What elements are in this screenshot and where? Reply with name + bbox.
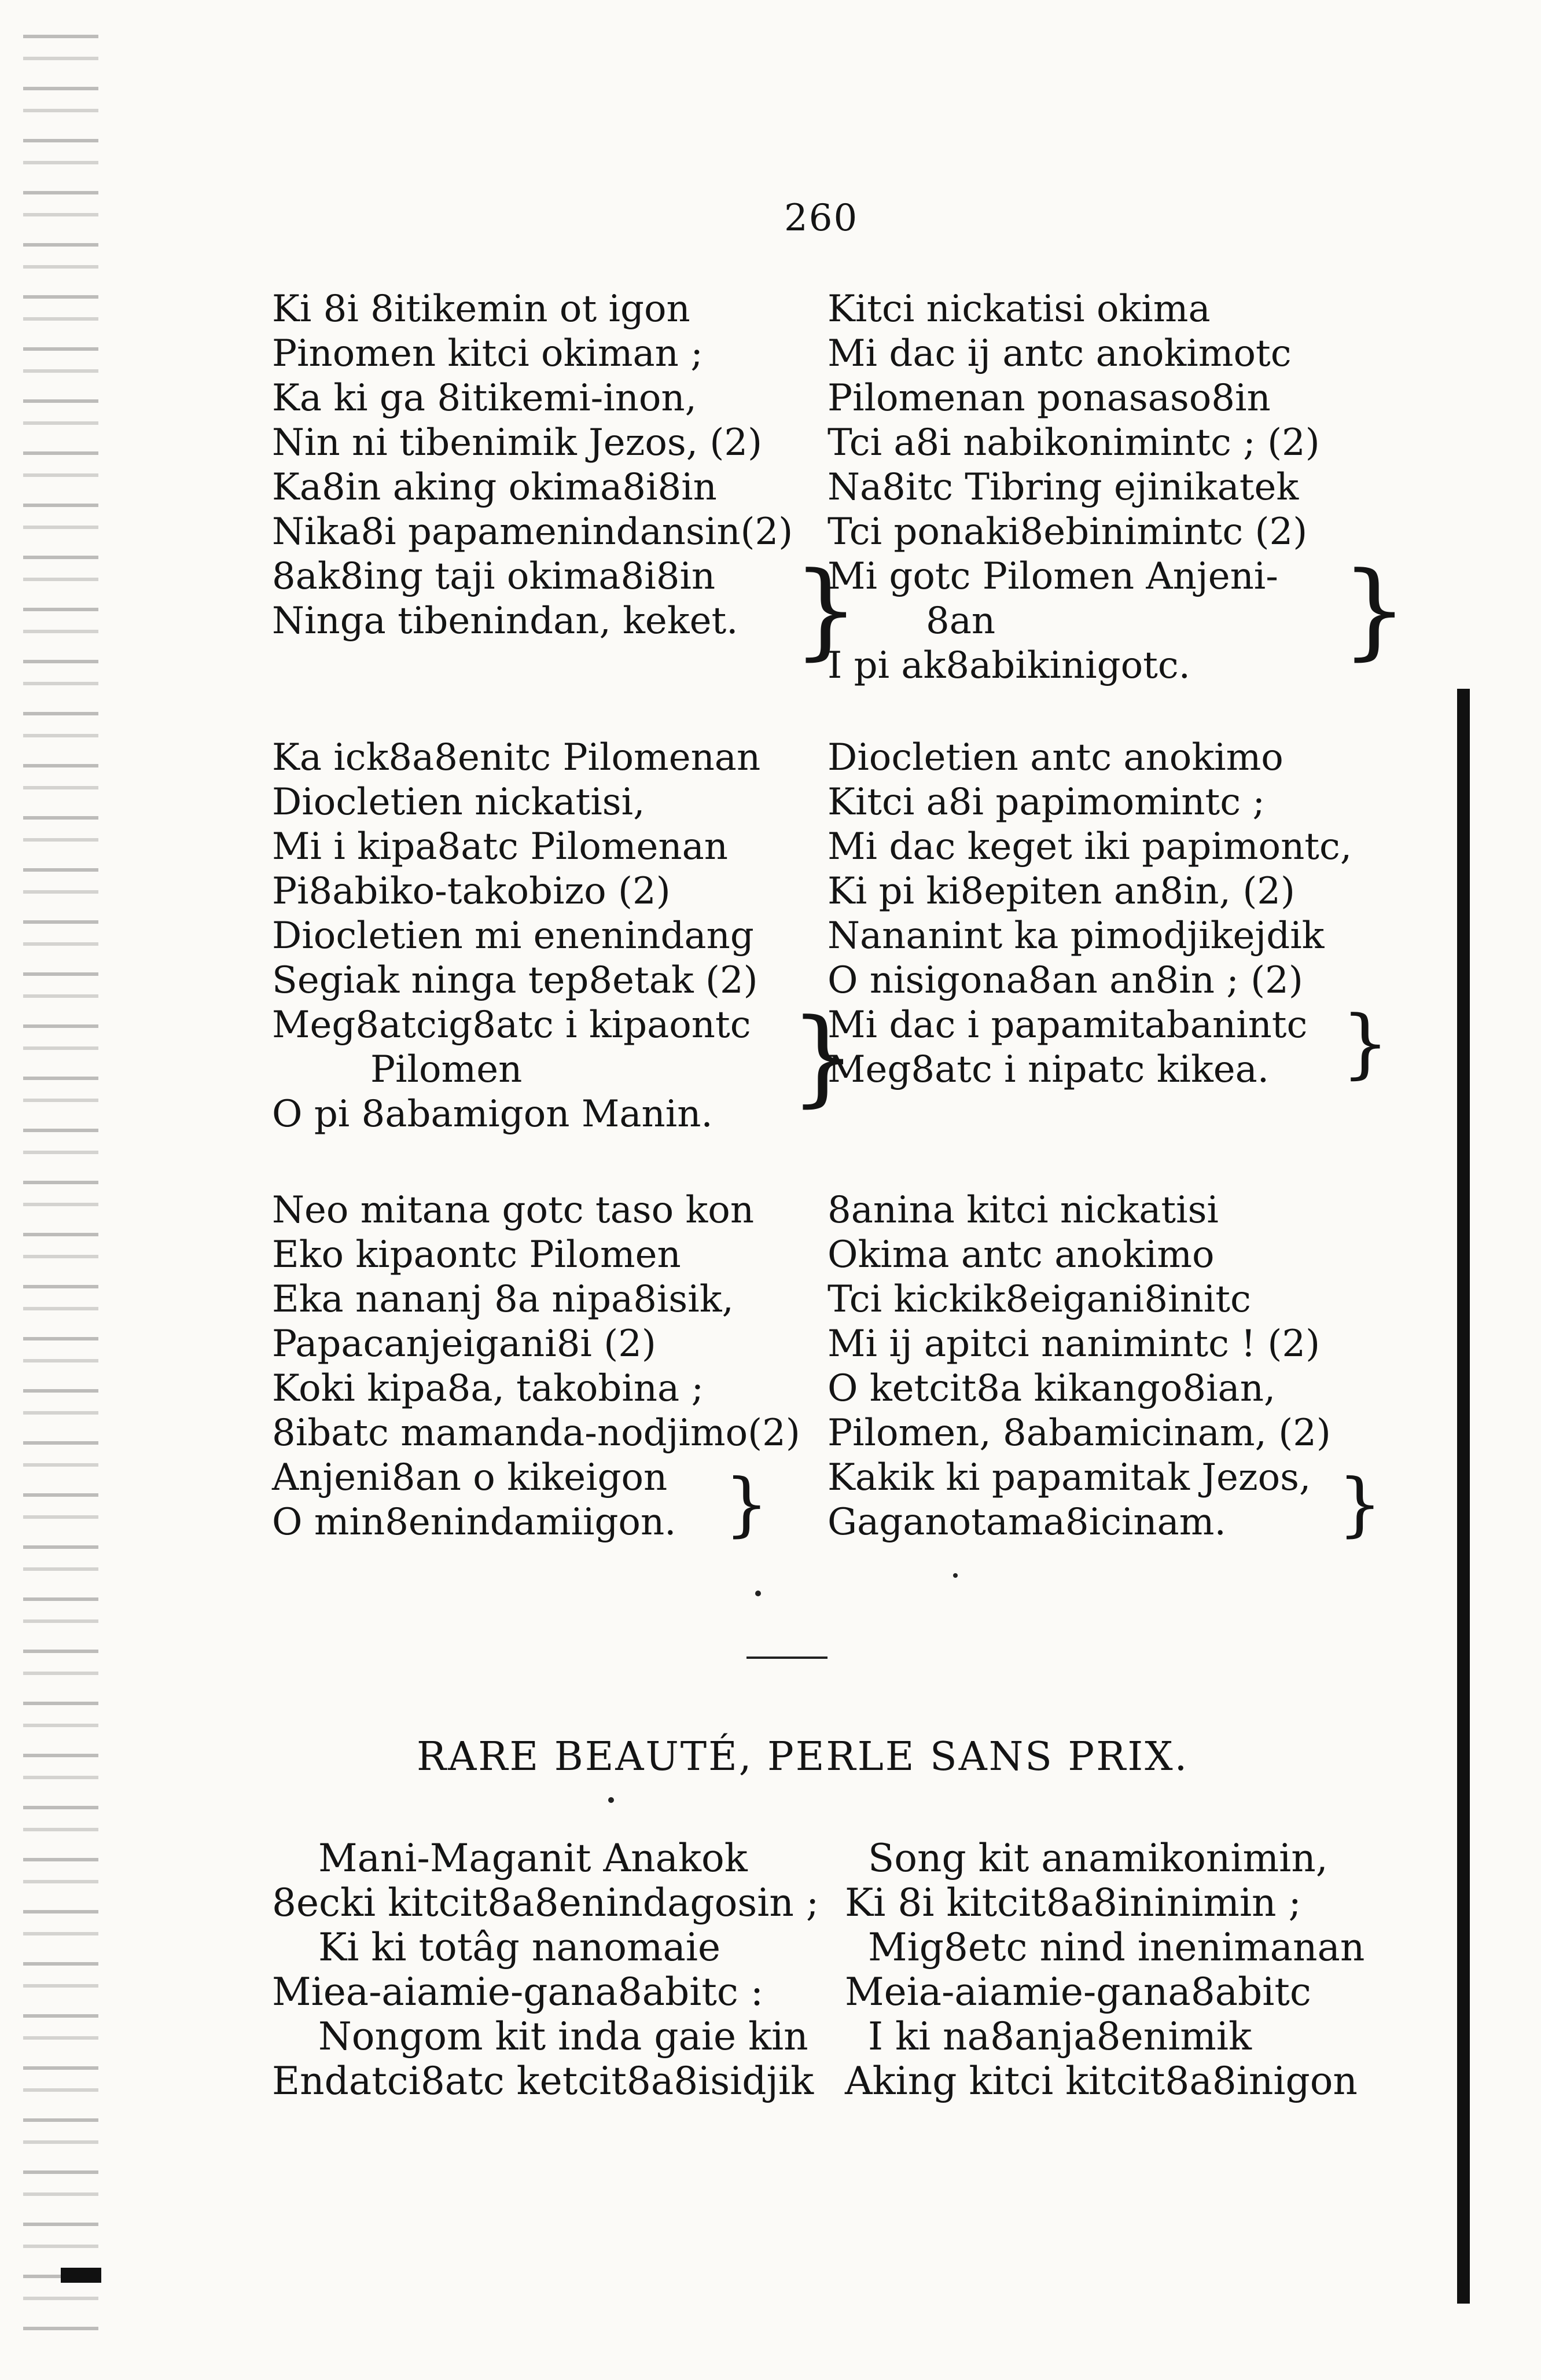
verse-line: Gaganotama8icinam. [827, 1501, 1226, 1544]
verse-line: Kakik ki papamitak Jezos, [827, 1456, 1311, 1499]
brace: } [1341, 999, 1389, 1087]
verse-line: Ki ki totâg nanomaie [318, 1925, 721, 1970]
verse-line: O min8enindamiigon. [272, 1501, 676, 1544]
verse-line: Pilomen [370, 1048, 523, 1091]
verse-line: O ketcit8a kikango8ian, [827, 1367, 1276, 1410]
verse-line: Nananint ka pimodjikejdik [827, 914, 1325, 957]
verse-line: Na8itc Tibring ejinikatek [827, 466, 1299, 509]
verse-line: Meg8atcig8atc i kipaontc [272, 1004, 751, 1046]
verse-line: Nongom kit inda gaie kin [318, 2014, 808, 2059]
verse-line: Meg8atc i nipatc kikea. [827, 1048, 1270, 1091]
verse-line: Koki kipa8a, takobina ; [272, 1367, 704, 1410]
scan-corner-mark [61, 2268, 101, 2283]
verse-line: Eka nananj 8a nipa8isik, [272, 1278, 734, 1321]
verse-line: Diocletien mi enenindang [272, 914, 754, 957]
verse-line: Song kit anamikonimin, [868, 1836, 1328, 1881]
brace: } [724, 1464, 769, 1545]
verse-line: Ka ick8a8enitc Pilomenan [272, 736, 761, 779]
verse-line: Pi8abiko-takobizo (2) [272, 870, 671, 913]
verse-line: Pilomenan ponasaso8in [827, 377, 1271, 420]
verse-line: Mi dac i papamitabanintc [827, 1004, 1308, 1046]
verse-line: Ki 8i kitcit8a8ininimin ; [845, 1881, 1301, 1925]
verse-line: O pi 8abamigon Manin. [272, 1093, 713, 1136]
verse-line: Meia-aiamie-gana8abitc [845, 1970, 1311, 2014]
verse-line: Kitci nickatisi okima [827, 288, 1211, 330]
verse-line: Ki pi ki8epiten an8in, (2) [827, 870, 1295, 913]
verse-line: 8ecki kitcit8a8enindagosin ; [272, 1881, 819, 1925]
verse-line: I ki na8anja8enimik [868, 2014, 1252, 2059]
verse-line: 8ak8ing taji okima8i8in [272, 555, 716, 598]
hymn-left [272, 1836, 819, 2103]
verse-line: Diocletien nickatisi, [272, 781, 645, 824]
page-number: 260 [784, 197, 859, 240]
verse-line: O nisigona8an an8in ; (2) [827, 959, 1303, 1002]
brace: } [790, 997, 856, 1118]
scan-gutter-noise [23, 35, 98, 2338]
section-divider [746, 1657, 827, 1659]
verse-line: Pinomen kitci okiman ; [272, 332, 703, 375]
scan-edge-bar [1457, 689, 1470, 2304]
stanza-3-left [272, 1188, 800, 1545]
ink-speck [755, 1591, 761, 1596]
verse-line: Ka8in aking okima8i8in [272, 466, 717, 509]
verse-line: Nin ni tibenimik Jezos, (2) [272, 421, 763, 464]
verse-line: Pilomen, 8abamicinam, (2) [827, 1412, 1331, 1455]
verse-line: Mig8etc nind inenimanan [868, 1925, 1365, 1970]
hymn-right [845, 1836, 1365, 2103]
verse-line: Mi dac ij antc anokimotc [827, 332, 1292, 375]
verse-line: Eko kipaontc Pilomen [272, 1233, 681, 1276]
verse-line: 8anina kitci nickatisi [827, 1189, 1219, 1232]
verse-line: Neo mitana gotc taso kon [272, 1189, 755, 1232]
verse-line: 8ibatc mamanda-nodjimo(2) [272, 1412, 800, 1455]
verse-line: Ka ki ga 8itikemi-inon, [272, 377, 697, 420]
verse-line: Papacanjeigani8i (2) [272, 1323, 656, 1365]
verse-line: Mi dac keget iki papimontc, [827, 825, 1352, 868]
verse-line: Mi i kipa8atc Pilomenan [272, 825, 728, 868]
verse-line: Okima antc anokimo [827, 1233, 1215, 1276]
verse-line: Diocletien antc anokimo [827, 736, 1283, 779]
verse-line: Ninga tibenindan, keket. [272, 600, 738, 642]
verse-line: Tci ponaki8ebinimintc (2) [827, 510, 1308, 553]
verse-line: Segiak ninga tep8etak (2) [272, 959, 758, 1002]
ink-speck [608, 1797, 614, 1803]
verse-line: Mi gotc Pilomen Anjeni- [827, 555, 1278, 598]
stanza-3-right [827, 1188, 1331, 1545]
verse-line: Kitci a8i papimomintc ; [827, 781, 1265, 824]
verse-line: Anjeni8an o kikeigon [272, 1456, 668, 1499]
verse-line: Tci kickik8eigani8initc [827, 1278, 1251, 1321]
brace: } [1341, 550, 1408, 671]
stanza-2-left [272, 736, 760, 1137]
verse-line: Mani-Maganit Anakok [318, 1836, 748, 1881]
stanza-2-right [827, 736, 1352, 1092]
verse-line: Nika8i papamenindansin(2) [272, 510, 793, 553]
verse-line: Endatci8atc ketcit8a8isidjik [272, 2059, 814, 2103]
brace: } [793, 550, 859, 671]
verse-line: Mi ij apitci nanimintc ! (2) [827, 1323, 1321, 1365]
stanza-1-right [827, 287, 1320, 688]
brace: } [1338, 1464, 1382, 1545]
ink-speck [953, 1573, 958, 1578]
verse-line: I pi ak8abikinigotc. [827, 644, 1190, 687]
verse-line: 8an [926, 600, 996, 642]
stanza-1-left [272, 287, 793, 644]
verse-line: Ki 8i 8itikemin ot igon [272, 288, 690, 330]
verse-line: Aking kitci kitcit8a8inigon [845, 2059, 1358, 2103]
hymn-title: RARE BEAUTÉ, PERLE SANS PRIX. [417, 1734, 1189, 1780]
verse-line: Miea-aiamie-gana8abitc : [272, 1970, 764, 2014]
verse-line: Tci a8i nabikonimintc ; (2) [827, 421, 1320, 464]
